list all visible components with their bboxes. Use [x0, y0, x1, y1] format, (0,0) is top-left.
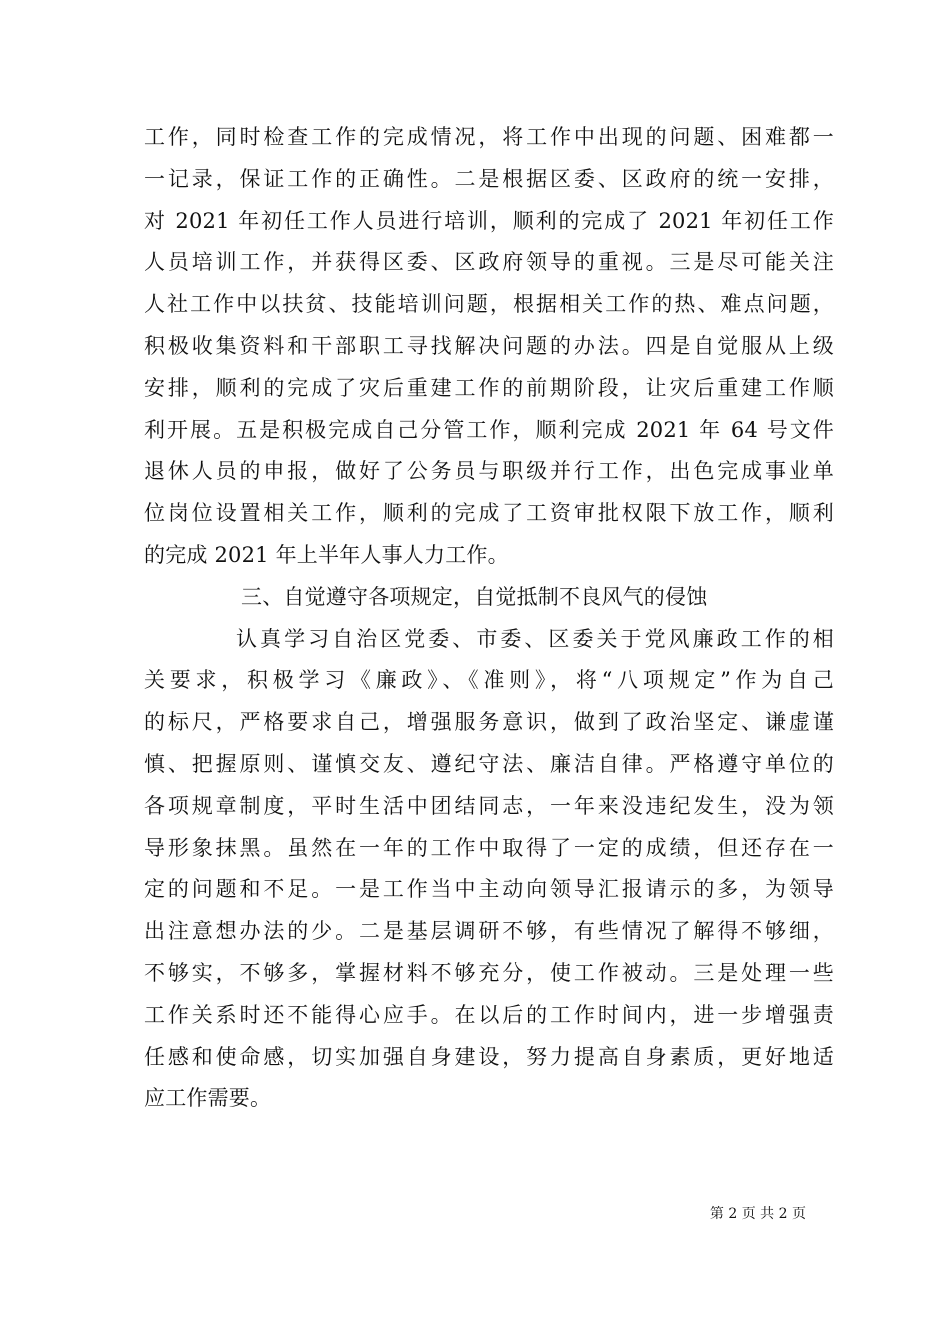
text-line: 各项规章制度，平时生活中团结同志，一年来没违纪发生，没为领 [144, 793, 834, 818]
text-line: 的完成 2021 年上半年人事人力工作。 [144, 542, 509, 567]
text-line: 积极收集资料和干部职工寻找解决问题的办法。四是自觉服从上级 [144, 333, 834, 358]
text-line: 慎、把握原则、谨慎交友、遵纪守法、廉洁自律。严格遵守单位的 [144, 751, 834, 776]
text-line: 关要求，积极学习《廉政》、《准则》，将“八项规定”作为自己 [144, 668, 834, 693]
text-line: 退休人员的申报，做好了公务员与职级并行工作，出色完成事业单 [144, 459, 834, 484]
body-text [144, 117, 834, 1120]
text-line: 利开展。五是积极完成自己分管工作，顺利完成 2021 年 64 号文件 [144, 417, 834, 442]
page-number: 第 2 页 共 2 页 [709, 1206, 806, 1222]
text-line: 的标尺，严格要求自己，增强服务意识，做到了政治坚定、谦虚谨 [144, 710, 834, 735]
text-line: 对 2021 年初任工作人员进行培训，顺利的完成了 2021 年初任工作 [144, 208, 834, 233]
text-line: 工作，同时检查工作的完成情况，将工作中出现的问题、困难都一 [144, 125, 834, 149]
section-heading: 三、自觉遵守各项规定，自觉抵制不良风气的侵蚀 [241, 584, 708, 609]
text-line: 位岗位设置相关工作，顺利的完成了工资审批权限下放工作，顺利 [144, 501, 834, 526]
text-line: 不够实，不够多，掌握材料不够充分，使工作被动。三是处理一些 [144, 960, 834, 985]
text-line: 认真学习自治区党委、市委、区委关于党风廉政工作的相 [236, 626, 834, 651]
text-line: 任感和使命感，切实加强自身建设，努力提高自身素质，更好地适 [144, 1044, 834, 1069]
text-line: 一记录，保证工作的正确性。二是根据区委、区政府的统一安排， [144, 166, 834, 191]
text-line: 工作关系时还不能得心应手。在以后的工作时间内，进一步增强责 [144, 1002, 834, 1027]
text-line: 安排，顺利的完成了灾后重建工作的前期阶段，让灾后重建工作顺 [144, 375, 834, 400]
text-line: 人社工作中以扶贫、技能培训问题，根据相关工作的热、难点问题， [144, 292, 834, 317]
text-line: 定的问题和不足。一是工作当中主动向领导汇报请示的多，为领导 [144, 877, 834, 902]
text-line: 导形象抹黑。虽然在一年的工作中取得了一定的成绩，但还存在一 [144, 835, 834, 860]
text-line: 出注意想办法的少。二是基层调研不够，有些情况了解得不够细， [144, 919, 834, 944]
text-line: 应工作需要。 [144, 1086, 272, 1111]
text-line: 人员培训工作，并获得区委、区政府领导的重视。三是尽可能关注 [144, 250, 834, 275]
